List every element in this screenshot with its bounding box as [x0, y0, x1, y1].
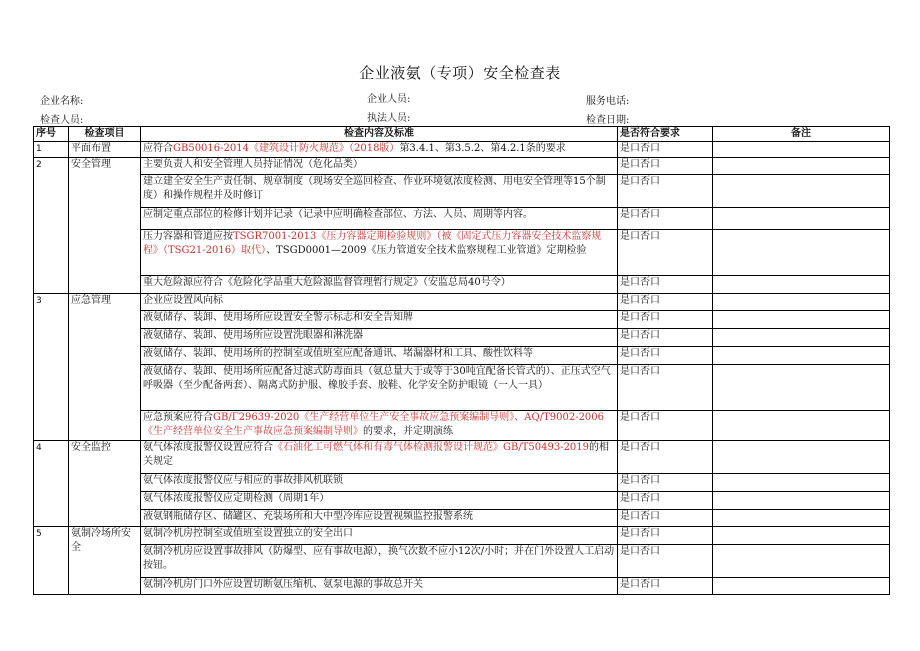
- content-text: 氨气体浓度报警仪应定期检测（周期1年）: [143, 493, 330, 504]
- section-number: 4: [34, 441, 69, 527]
- check-content: [141, 158, 618, 175]
- conform-checkbox[interactable]: 是口否口: [618, 329, 713, 347]
- section-number: 3: [34, 294, 69, 441]
- table-row: [34, 142, 890, 158]
- remark-cell[interactable]: [713, 492, 890, 510]
- section-item: 平面布置: [69, 142, 141, 158]
- inspector-label: 检查人员:: [40, 115, 84, 126]
- conform-checkbox[interactable]: 是口否口: [618, 158, 713, 175]
- remark-cell[interactable]: [713, 510, 890, 527]
- remark-cell[interactable]: [713, 276, 890, 294]
- content-text: 液氨储存、装卸、使用场所应配备过滤式防毒面具（氨总量大于或等于30吨宜配备长管式的）、正压式空气呼吸器（至少配备两套）、隔离式防护服、橡胶手套、胶鞋、化学安全防护眼镜（一人一具）: [143, 366, 611, 391]
- remark-cell[interactable]: [713, 527, 890, 545]
- check-content: [141, 527, 618, 545]
- content-text: 重大危险源应符合《危险化学品重大危险源监督管理暂行规定》（安监总局40号令）: [143, 277, 511, 288]
- header-no: 序号: [34, 127, 69, 142]
- table-row: [34, 311, 890, 329]
- section-item: 安全管理: [69, 158, 141, 294]
- conform-checkbox[interactable]: 是口否口: [618, 208, 713, 230]
- conform-checkbox[interactable]: 是口否口: [618, 347, 713, 365]
- section-item: 应急管理: [69, 294, 141, 441]
- remark-cell[interactable]: [713, 158, 890, 175]
- header-conform: 是否符合要求: [618, 127, 713, 142]
- conform-checkbox[interactable]: 是口否口: [618, 142, 713, 158]
- remark-cell[interactable]: [713, 365, 890, 411]
- content-text: 第3.4.1、第3.5.2、第4.2.1条的要求: [399, 143, 566, 154]
- section-item: 氨制冷场所安全: [69, 527, 141, 595]
- remark-cell[interactable]: [713, 208, 890, 230]
- check-content: [141, 294, 618, 311]
- conform-checkbox[interactable]: 是口否口: [618, 230, 713, 276]
- content-text: 液氨储存、装卸、使用场所的控制室或值班室应配备通讯、堵漏器材和工具、酸性饮料等: [143, 348, 533, 359]
- table-row: [34, 329, 890, 347]
- content-text: 主要负责人和安全管理人员持证情况（危化品类）: [143, 159, 363, 170]
- check-content: [141, 441, 618, 474]
- content-text: 液氨储存、装卸、使用场所应设置安全警示标志和安全告知牌: [143, 312, 413, 323]
- remark-cell[interactable]: [713, 175, 890, 208]
- remark-cell[interactable]: [713, 441, 890, 474]
- standard-reference: TSGR7001-2013《压力容器定期检验规则》（被《固定式压力容器安全技术监察规程》（TSG21-2016）取代）: [143, 231, 602, 256]
- check-content: [141, 510, 618, 527]
- remark-cell[interactable]: [713, 230, 890, 276]
- table-row: [34, 545, 890, 578]
- table-row: [34, 230, 890, 276]
- content-text: 应符合: [143, 143, 173, 154]
- table-row: [34, 347, 890, 365]
- section-number: 5: [34, 527, 69, 595]
- table-row: [34, 474, 890, 492]
- check-content: [141, 329, 618, 347]
- standard-reference: GB/Γ29639-2020《生产经营单位生产安全事故应急预案编制导则》、AQ/T9002-2006《生产经营单位安全生产事故应急预案编制导则》: [143, 412, 605, 437]
- remark-cell[interactable]: [713, 578, 890, 595]
- conform-checkbox[interactable]: 是口否口: [618, 411, 713, 441]
- check-date-label: 检查日期:: [586, 115, 630, 126]
- conform-checkbox[interactable]: 是口否口: [618, 294, 713, 311]
- service-phone-label: 服务电话:: [586, 96, 630, 107]
- content-text: 应制定重点部位的检修计划并记录（记录中应明确检查部位、方法、人员、周期等内容。: [143, 209, 533, 220]
- content-text: 的要求，并定期演练: [363, 426, 453, 437]
- check-content: [141, 492, 618, 510]
- conform-checkbox[interactable]: 是口否口: [618, 510, 713, 527]
- conform-checkbox[interactable]: 是口否口: [618, 492, 713, 510]
- header-row: [34, 127, 890, 142]
- conform-checkbox[interactable]: 是口否口: [618, 276, 713, 294]
- conform-checkbox[interactable]: 是口否口: [618, 311, 713, 329]
- content-text: 氨制冷机房门口外应设置切断氨压缩机、氨泵电源的事故总开关: [143, 579, 423, 590]
- header-item: 检查项目: [69, 127, 141, 142]
- header-content: 检查内容及标准: [141, 127, 618, 142]
- remark-cell[interactable]: [713, 294, 890, 311]
- conform-checkbox[interactable]: 是口否口: [618, 578, 713, 595]
- conform-checkbox[interactable]: 是口否口: [618, 365, 713, 411]
- conform-checkbox[interactable]: 是口否口: [618, 527, 713, 545]
- table-row: [34, 276, 890, 294]
- check-content: [141, 276, 618, 294]
- table-row: [34, 294, 890, 311]
- check-content: [141, 142, 618, 158]
- content-text: 的相关规定: [143, 442, 610, 467]
- enforcer-label: 执法人员:: [367, 113, 411, 124]
- section-number: 1: [34, 142, 69, 158]
- table-row: [34, 365, 890, 411]
- check-content: [141, 230, 618, 276]
- check-content: [141, 311, 618, 329]
- remark-cell[interactable]: [713, 474, 890, 492]
- check-content: [141, 411, 618, 441]
- content-text: 应急预案应符合: [143, 412, 213, 423]
- checklist-table: [33, 126, 890, 595]
- table-row: [34, 441, 890, 474]
- table-row: [34, 411, 890, 441]
- content-text: 液氨储存、装卸、使用场所应设置洗眼器和淋洗器: [143, 330, 363, 341]
- conform-checkbox[interactable]: 是口否口: [618, 175, 713, 208]
- check-content: [141, 208, 618, 230]
- content-text: 氨气体浓度报警仪应与相应的事故排风机联锁: [143, 475, 343, 486]
- company-staff-label: 企业人员:: [367, 94, 411, 105]
- table-row: [34, 208, 890, 230]
- remark-cell[interactable]: [713, 142, 890, 158]
- check-content: [141, 365, 618, 411]
- company-name-label: 企业名称:: [40, 96, 84, 107]
- table-row: [34, 158, 890, 175]
- content-text: 氨气体浓度报警仪设置应符合: [143, 442, 273, 453]
- table-row: [34, 175, 890, 208]
- content-text: 、TSGD0001—2009《压力管道安全技术监察规程工业管道》定期检验: [266, 245, 587, 256]
- table-row: [34, 527, 890, 545]
- content-text: 压力容器和管道应按: [143, 231, 233, 242]
- standard-reference: GB50016-2014《建筑设计防火规范》（2018版）: [173, 143, 400, 154]
- section-item: 安全监控: [69, 441, 141, 527]
- header-remark: 备注: [713, 127, 890, 142]
- section-number: 2: [34, 158, 69, 294]
- remark-cell[interactable]: [713, 347, 890, 365]
- check-content: [141, 175, 618, 208]
- content-text: 液氨钢瓶储存区、储罐区、充装场所和大中型冷库应设置视频监控报警系统: [143, 511, 473, 522]
- page-title: 企业液氨（专项）安全检查表: [359, 64, 561, 82]
- table-row: [34, 492, 890, 510]
- remark-cell[interactable]: [713, 311, 890, 329]
- check-content: [141, 545, 618, 578]
- content-text: 建立建全安全生产责任制、规章制度（现场安全巡回检查、作业环境氨浓度检测、用电安全管理等15个制度）和操作规程并及时修订: [143, 176, 606, 201]
- check-content: [141, 474, 618, 492]
- content-text: 氨制冷机房控制室或值班室设置独立的安全出口: [143, 528, 353, 539]
- conform-checkbox[interactable]: 是口否口: [618, 441, 713, 474]
- conform-checkbox[interactable]: 是口否口: [618, 545, 713, 578]
- remark-cell[interactable]: [713, 411, 890, 441]
- check-content: [141, 578, 618, 595]
- check-content: [141, 347, 618, 365]
- content-text: 企业应设置风向标: [143, 295, 223, 306]
- table-body: [34, 142, 890, 595]
- standard-reference: 《石油化工可燃气体和有毒气体检测报警设计规范》GB/T50493-2019: [273, 442, 590, 453]
- conform-checkbox[interactable]: 是口否口: [618, 474, 713, 492]
- remark-cell[interactable]: [713, 545, 890, 578]
- content-text: 氨制冷机房应设置事故排风（防爆型、应有事故电源），换气次数不应小12次/小时；并在门外设置人工启动按钮。: [143, 546, 615, 571]
- table-row: [34, 510, 890, 527]
- table-row: [34, 578, 890, 595]
- remark-cell[interactable]: [713, 329, 890, 347]
